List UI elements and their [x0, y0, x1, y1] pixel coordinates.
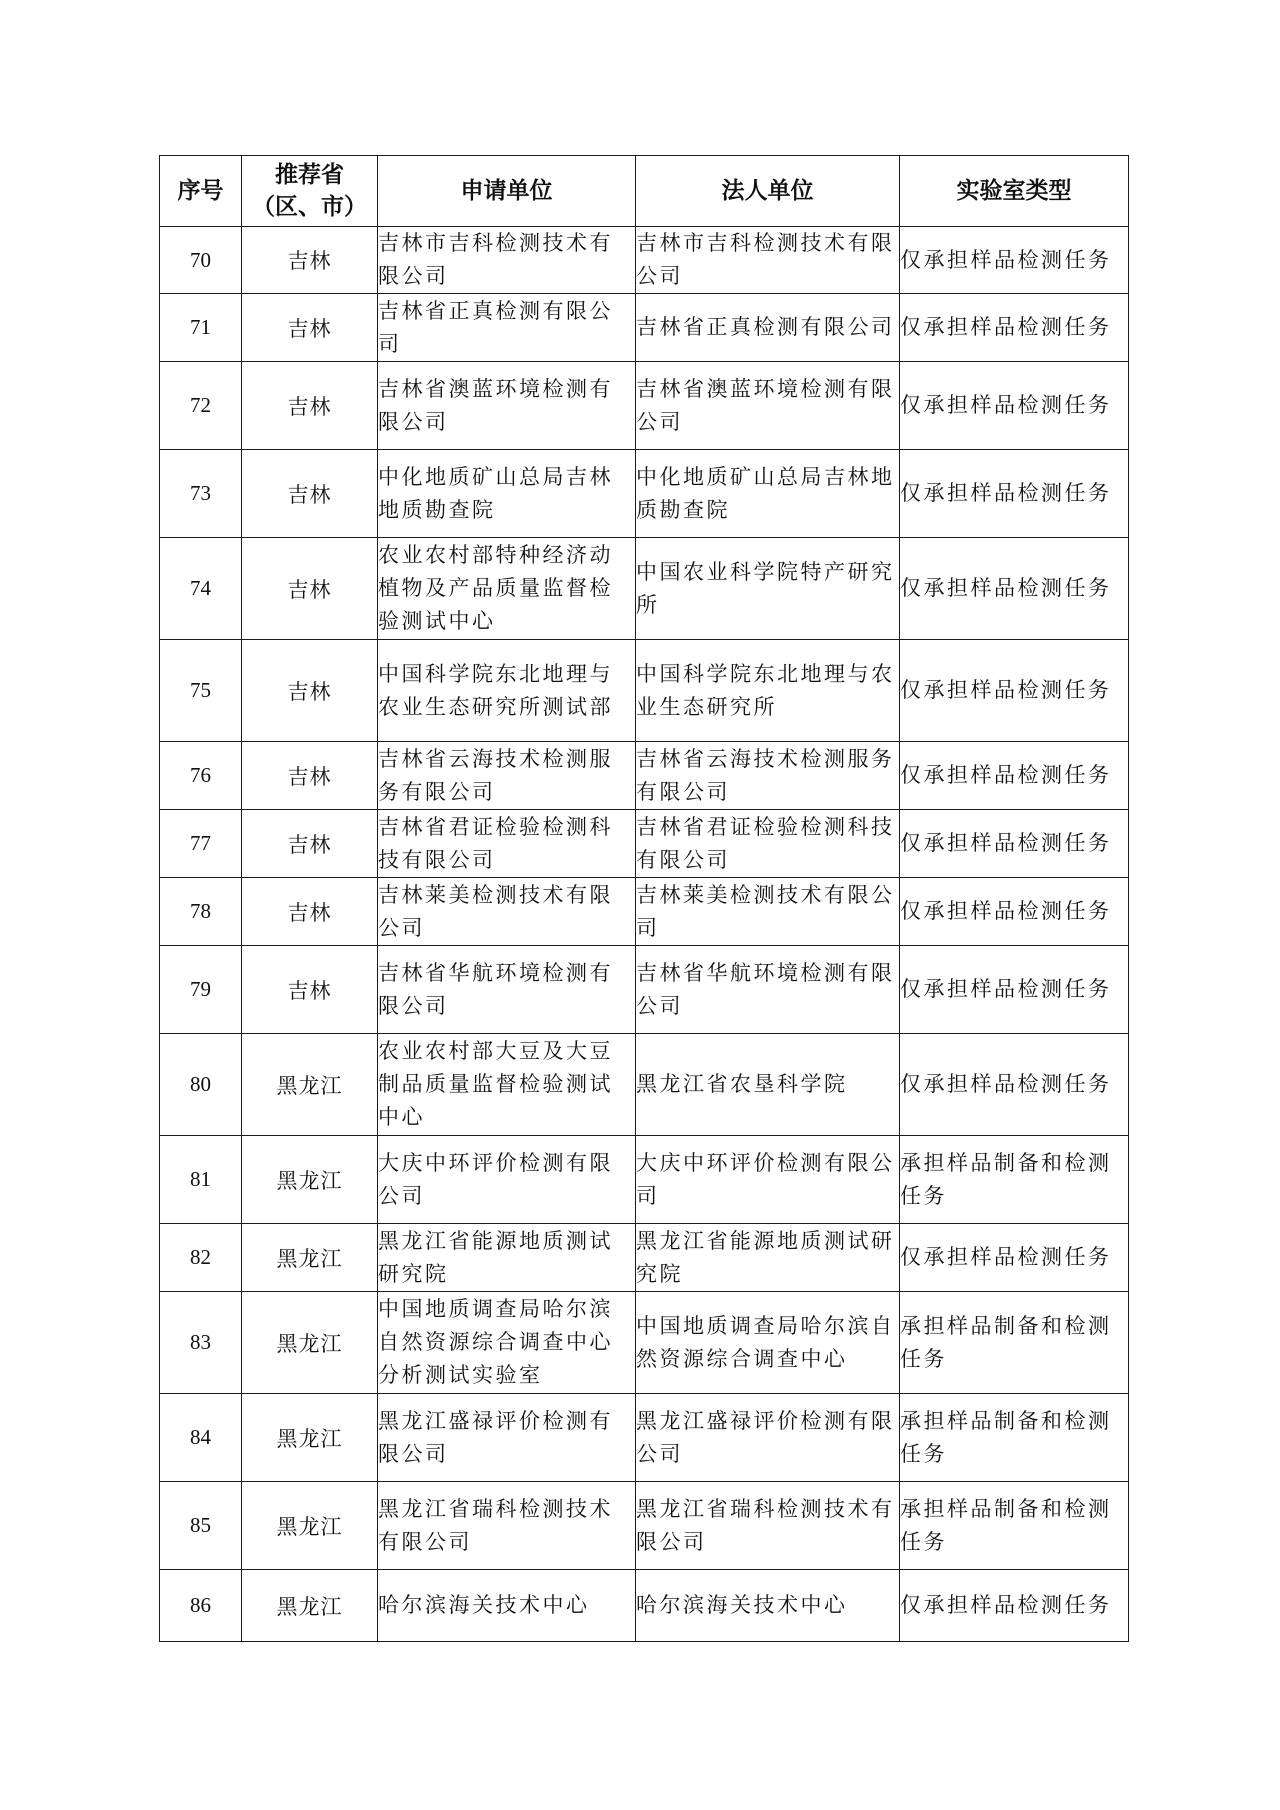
- cell-seq: 75: [160, 640, 242, 742]
- cell-seq: 83: [160, 1292, 242, 1394]
- cell-province: 吉林: [242, 946, 378, 1034]
- cell-province: 吉林: [242, 640, 378, 742]
- cell-lab-type: 仅承担样品检测任务: [900, 878, 1129, 946]
- cell-seq: 71: [160, 294, 242, 362]
- cell-applicant: 黑龙江省瑞科检测技术有限公司: [378, 1482, 636, 1570]
- cell-lab-type: 仅承担样品检测任务: [900, 227, 1129, 294]
- table-row: [160, 1034, 1129, 1136]
- cell-seq: 85: [160, 1482, 242, 1570]
- cell-lab-type: 仅承担样品检测任务: [900, 1034, 1129, 1136]
- cell-applicant: 中化地质矿山总局吉林地质勘查院: [378, 450, 636, 538]
- cell-legal-entity: 黑龙江省瑞科检测技术有限公司: [636, 1482, 900, 1570]
- cell-legal-entity: 吉林省云海技术检测服务有限公司: [636, 742, 900, 810]
- cell-seq: 80: [160, 1034, 242, 1136]
- cell-legal-entity: 中国地质调查局哈尔滨自然资源综合调查中心: [636, 1292, 900, 1394]
- cell-province: 吉林: [242, 450, 378, 538]
- cell-lab-type: 仅承担样品检测任务: [900, 294, 1129, 362]
- cell-legal-entity: 吉林莱美检测技术有限公司: [636, 878, 900, 946]
- table-row: [160, 1394, 1129, 1482]
- cell-seq: 79: [160, 946, 242, 1034]
- table-row: [160, 1224, 1129, 1292]
- cell-lab-type: 仅承担样品检测任务: [900, 450, 1129, 538]
- cell-province: 黑龙江: [242, 1570, 378, 1642]
- cell-lab-type: 仅承担样品检测任务: [900, 538, 1129, 640]
- cell-seq: 76: [160, 742, 242, 810]
- cell-seq: 77: [160, 810, 242, 878]
- cell-applicant: 哈尔滨海关技术中心: [378, 1570, 636, 1642]
- cell-province: 黑龙江: [242, 1034, 378, 1136]
- cell-province: 吉林: [242, 878, 378, 946]
- cell-seq: 72: [160, 362, 242, 450]
- cell-province: 吉林: [242, 742, 378, 810]
- cell-seq: 70: [160, 227, 242, 294]
- cell-legal-entity: 中国农业科学院特产研究所: [636, 538, 900, 640]
- cell-province: 黑龙江: [242, 1224, 378, 1292]
- header-province: 推荐省（区、市）: [242, 156, 378, 227]
- cell-province: 吉林: [242, 810, 378, 878]
- cell-applicant: 吉林省正真检测有限公司: [378, 294, 636, 362]
- cell-province: 黑龙江: [242, 1136, 378, 1224]
- cell-applicant: 农业农村部大豆及大豆制品质量监督检验测试中心: [378, 1034, 636, 1136]
- table-row: [160, 810, 1129, 878]
- cell-legal-entity: 黑龙江省能源地质测试研究院: [636, 1224, 900, 1292]
- cell-applicant: 吉林省华航环境检测有限公司: [378, 946, 636, 1034]
- cell-applicant: 中国科学院东北地理与农业生态研究所测试部: [378, 640, 636, 742]
- table-row: [160, 294, 1129, 362]
- cell-lab-type: 仅承担样品检测任务: [900, 1224, 1129, 1292]
- cell-seq: 81: [160, 1136, 242, 1224]
- cell-applicant: 中国地质调查局哈尔滨自然资源综合调查中心分析测试实验室: [378, 1292, 636, 1394]
- cell-legal-entity: 哈尔滨海关技术中心: [636, 1570, 900, 1642]
- cell-province: 吉林: [242, 227, 378, 294]
- cell-legal-entity: 大庆中环评价检测有限公司: [636, 1136, 900, 1224]
- cell-legal-entity: 中化地质矿山总局吉林地质勘查院: [636, 450, 900, 538]
- cell-province: 吉林: [242, 362, 378, 450]
- cell-province: 黑龙江: [242, 1482, 378, 1570]
- table-row: [160, 450, 1129, 538]
- table-row: [160, 1482, 1129, 1570]
- cell-province: 吉林: [242, 538, 378, 640]
- header-seq: 序号: [160, 156, 242, 227]
- table-row: [160, 1292, 1129, 1394]
- cell-lab-type: 仅承担样品检测任务: [900, 946, 1129, 1034]
- table-row: [160, 362, 1129, 450]
- cell-lab-type: 仅承担样品检测任务: [900, 810, 1129, 878]
- cell-legal-entity: 吉林省正真检测有限公司: [636, 294, 900, 362]
- cell-seq: 74: [160, 538, 242, 640]
- header-lab-type: 实验室类型: [900, 156, 1129, 227]
- cell-lab-type: 仅承担样品检测任务: [900, 640, 1129, 742]
- header-applicant: 申请单位: [378, 156, 636, 227]
- cell-applicant: 吉林省云海技术检测服务有限公司: [378, 742, 636, 810]
- table-row: [160, 878, 1129, 946]
- table-row: [160, 1570, 1129, 1642]
- cell-seq: 84: [160, 1394, 242, 1482]
- cell-legal-entity: 吉林省华航环境检测有限公司: [636, 946, 900, 1034]
- lab-table: [159, 155, 1129, 1642]
- table-row: [160, 1136, 1129, 1224]
- cell-lab-type: 仅承担样品检测任务: [900, 742, 1129, 810]
- table-row: [160, 946, 1129, 1034]
- cell-applicant: 吉林省澳蓝环境检测有限公司: [378, 362, 636, 450]
- cell-applicant: 吉林省君证检验检测科技有限公司: [378, 810, 636, 878]
- cell-legal-entity: 中国科学院东北地理与农业生态研究所: [636, 640, 900, 742]
- cell-seq: 78: [160, 878, 242, 946]
- cell-applicant: 吉林莱美检测技术有限公司: [378, 878, 636, 946]
- cell-legal-entity: 黑龙江省农垦科学院: [636, 1034, 900, 1136]
- cell-legal-entity: 黑龙江盛禄评价检测有限公司: [636, 1394, 900, 1482]
- cell-legal-entity: 吉林省君证检验检测科技有限公司: [636, 810, 900, 878]
- cell-lab-type: 承担样品制备和检测任务: [900, 1482, 1129, 1570]
- cell-lab-type: 仅承担样品检测任务: [900, 362, 1129, 450]
- header-legal-entity: 法人单位: [636, 156, 900, 227]
- cell-applicant: 黑龙江盛禄评价检测有限公司: [378, 1394, 636, 1482]
- table-header-row: [160, 156, 1129, 227]
- cell-province: 黑龙江: [242, 1292, 378, 1394]
- cell-legal-entity: 吉林市吉科检测技术有限公司: [636, 227, 900, 294]
- table-row: [160, 227, 1129, 294]
- cell-seq: 86: [160, 1570, 242, 1642]
- cell-applicant: 大庆中环评价检测有限公司: [378, 1136, 636, 1224]
- cell-legal-entity: 吉林省澳蓝环境检测有限公司: [636, 362, 900, 450]
- table-row: [160, 640, 1129, 742]
- cell-seq: 73: [160, 450, 242, 538]
- cell-province: 黑龙江: [242, 1394, 378, 1482]
- table-body: [160, 227, 1129, 1642]
- table-row: [160, 538, 1129, 640]
- cell-lab-type: 承担样品制备和检测任务: [900, 1292, 1129, 1394]
- cell-seq: 82: [160, 1224, 242, 1292]
- cell-applicant: 吉林市吉科检测技术有限公司: [378, 227, 636, 294]
- cell-lab-type: 承担样品制备和检测任务: [900, 1136, 1129, 1224]
- cell-applicant: 农业农村部特种经济动植物及产品质量监督检验测试中心: [378, 538, 636, 640]
- cell-applicant: 黑龙江省能源地质测试研究院: [378, 1224, 636, 1292]
- table-row: [160, 742, 1129, 810]
- cell-lab-type: 仅承担样品检测任务: [900, 1570, 1129, 1642]
- cell-province: 吉林: [242, 294, 378, 362]
- cell-lab-type: 承担样品制备和检测任务: [900, 1394, 1129, 1482]
